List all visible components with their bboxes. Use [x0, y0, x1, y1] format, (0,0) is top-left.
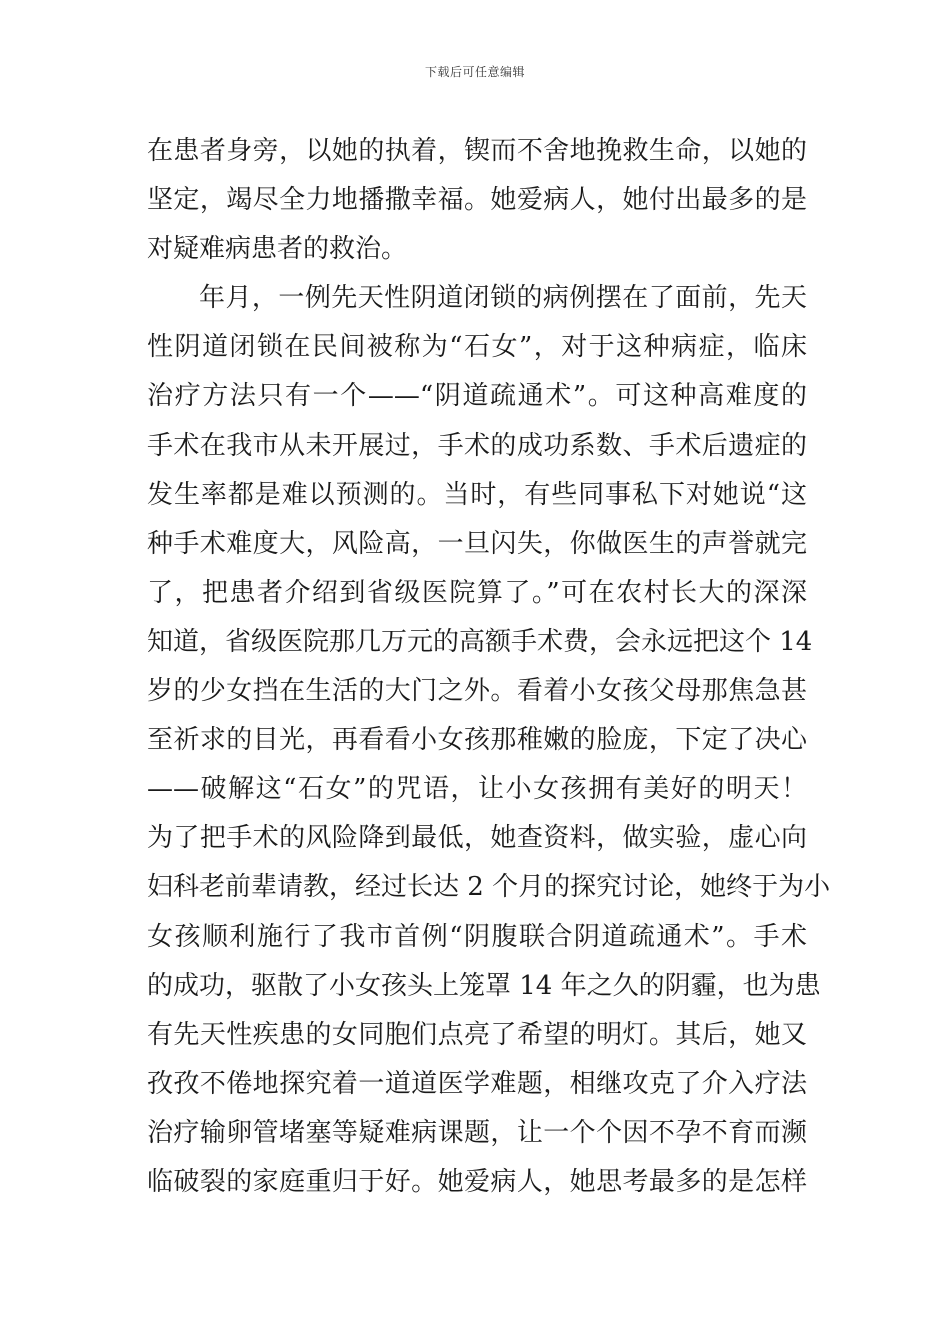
text-line: 手术在我市从未开展过，手术的成功系数、手术后遗症的	[147, 430, 807, 461]
text-line: 性阴道闭锁在民间被称为“石女”，对于这种病症，临床	[147, 332, 807, 363]
text-line: 对疑难病患者的救治。	[147, 234, 408, 265]
text-line: 坚定，竭尽全力地播撒幸福。她爱病人，她付出最多的是	[147, 185, 807, 216]
text-line: 治疗方法只有一个——“阴道疏通术”。可这种高难度的	[147, 381, 807, 412]
text-line: 孜孜不倦地探究着一道道医学难题，相继攻克了介入疗法	[147, 1068, 807, 1099]
text-line: 治疗输卵管堵塞等疑难病课题，让一个个因不孕不育而濒	[147, 1117, 807, 1148]
text-line: 临破裂的家庭重归于好。她爱病人，她思考最多的是怎样	[147, 1166, 807, 1197]
page-header: 下载后可任意编辑	[424, 65, 525, 79]
text-line: 为了把手术的风险降到最低，她查资料，做实验，虚心向	[147, 823, 807, 854]
text-line: 女孩顺利施行了我市首例“阴腹联合阴道疏通术”。手术	[147, 921, 807, 952]
text-line: 岁的少女挡在生活的大门之外。看着小女孩父母那焦急甚	[147, 676, 807, 707]
text-line: 至祈求的目光，再看看小女孩那稚嫩的脸庞，下定了决心	[147, 725, 807, 756]
text-line: 的成功，驱散了小女孩头上笼罩 14 年之久的阴霾，也为患	[147, 970, 821, 1001]
text-line: 知道，省级医院那几万元的高额手术费，会永远把这个 14	[147, 626, 813, 657]
text-line: 在患者身旁，以她的执着，锲而不舍地挽救生命，以她的	[147, 136, 807, 166]
text-line: ——破解这“石女”的咒语，让小女孩拥有美好的明天！	[147, 774, 807, 805]
text-line: 了，把患者介绍到省级医院算了。”可在农村长大的深深	[147, 577, 807, 608]
text-line: 有先天性疾患的女同胞们点亮了希望的明灯。其后，她又	[147, 1019, 807, 1050]
body-text	[147, 127, 831, 1207]
paragraph-first-line: 年月，一例先天性阴道闭锁的病例摆在了面前，先天	[199, 283, 807, 314]
text-line: 发生率都是难以预测的。当时，有些同事私下对她说“这	[147, 479, 807, 510]
text-line: 种手术难度大，风险高，一旦闪失，你做医生的声誉就完	[147, 528, 807, 559]
text-line: 妇科老前辈请教，经过长达 2 个月的探究讨论，她终于为小	[147, 872, 831, 903]
